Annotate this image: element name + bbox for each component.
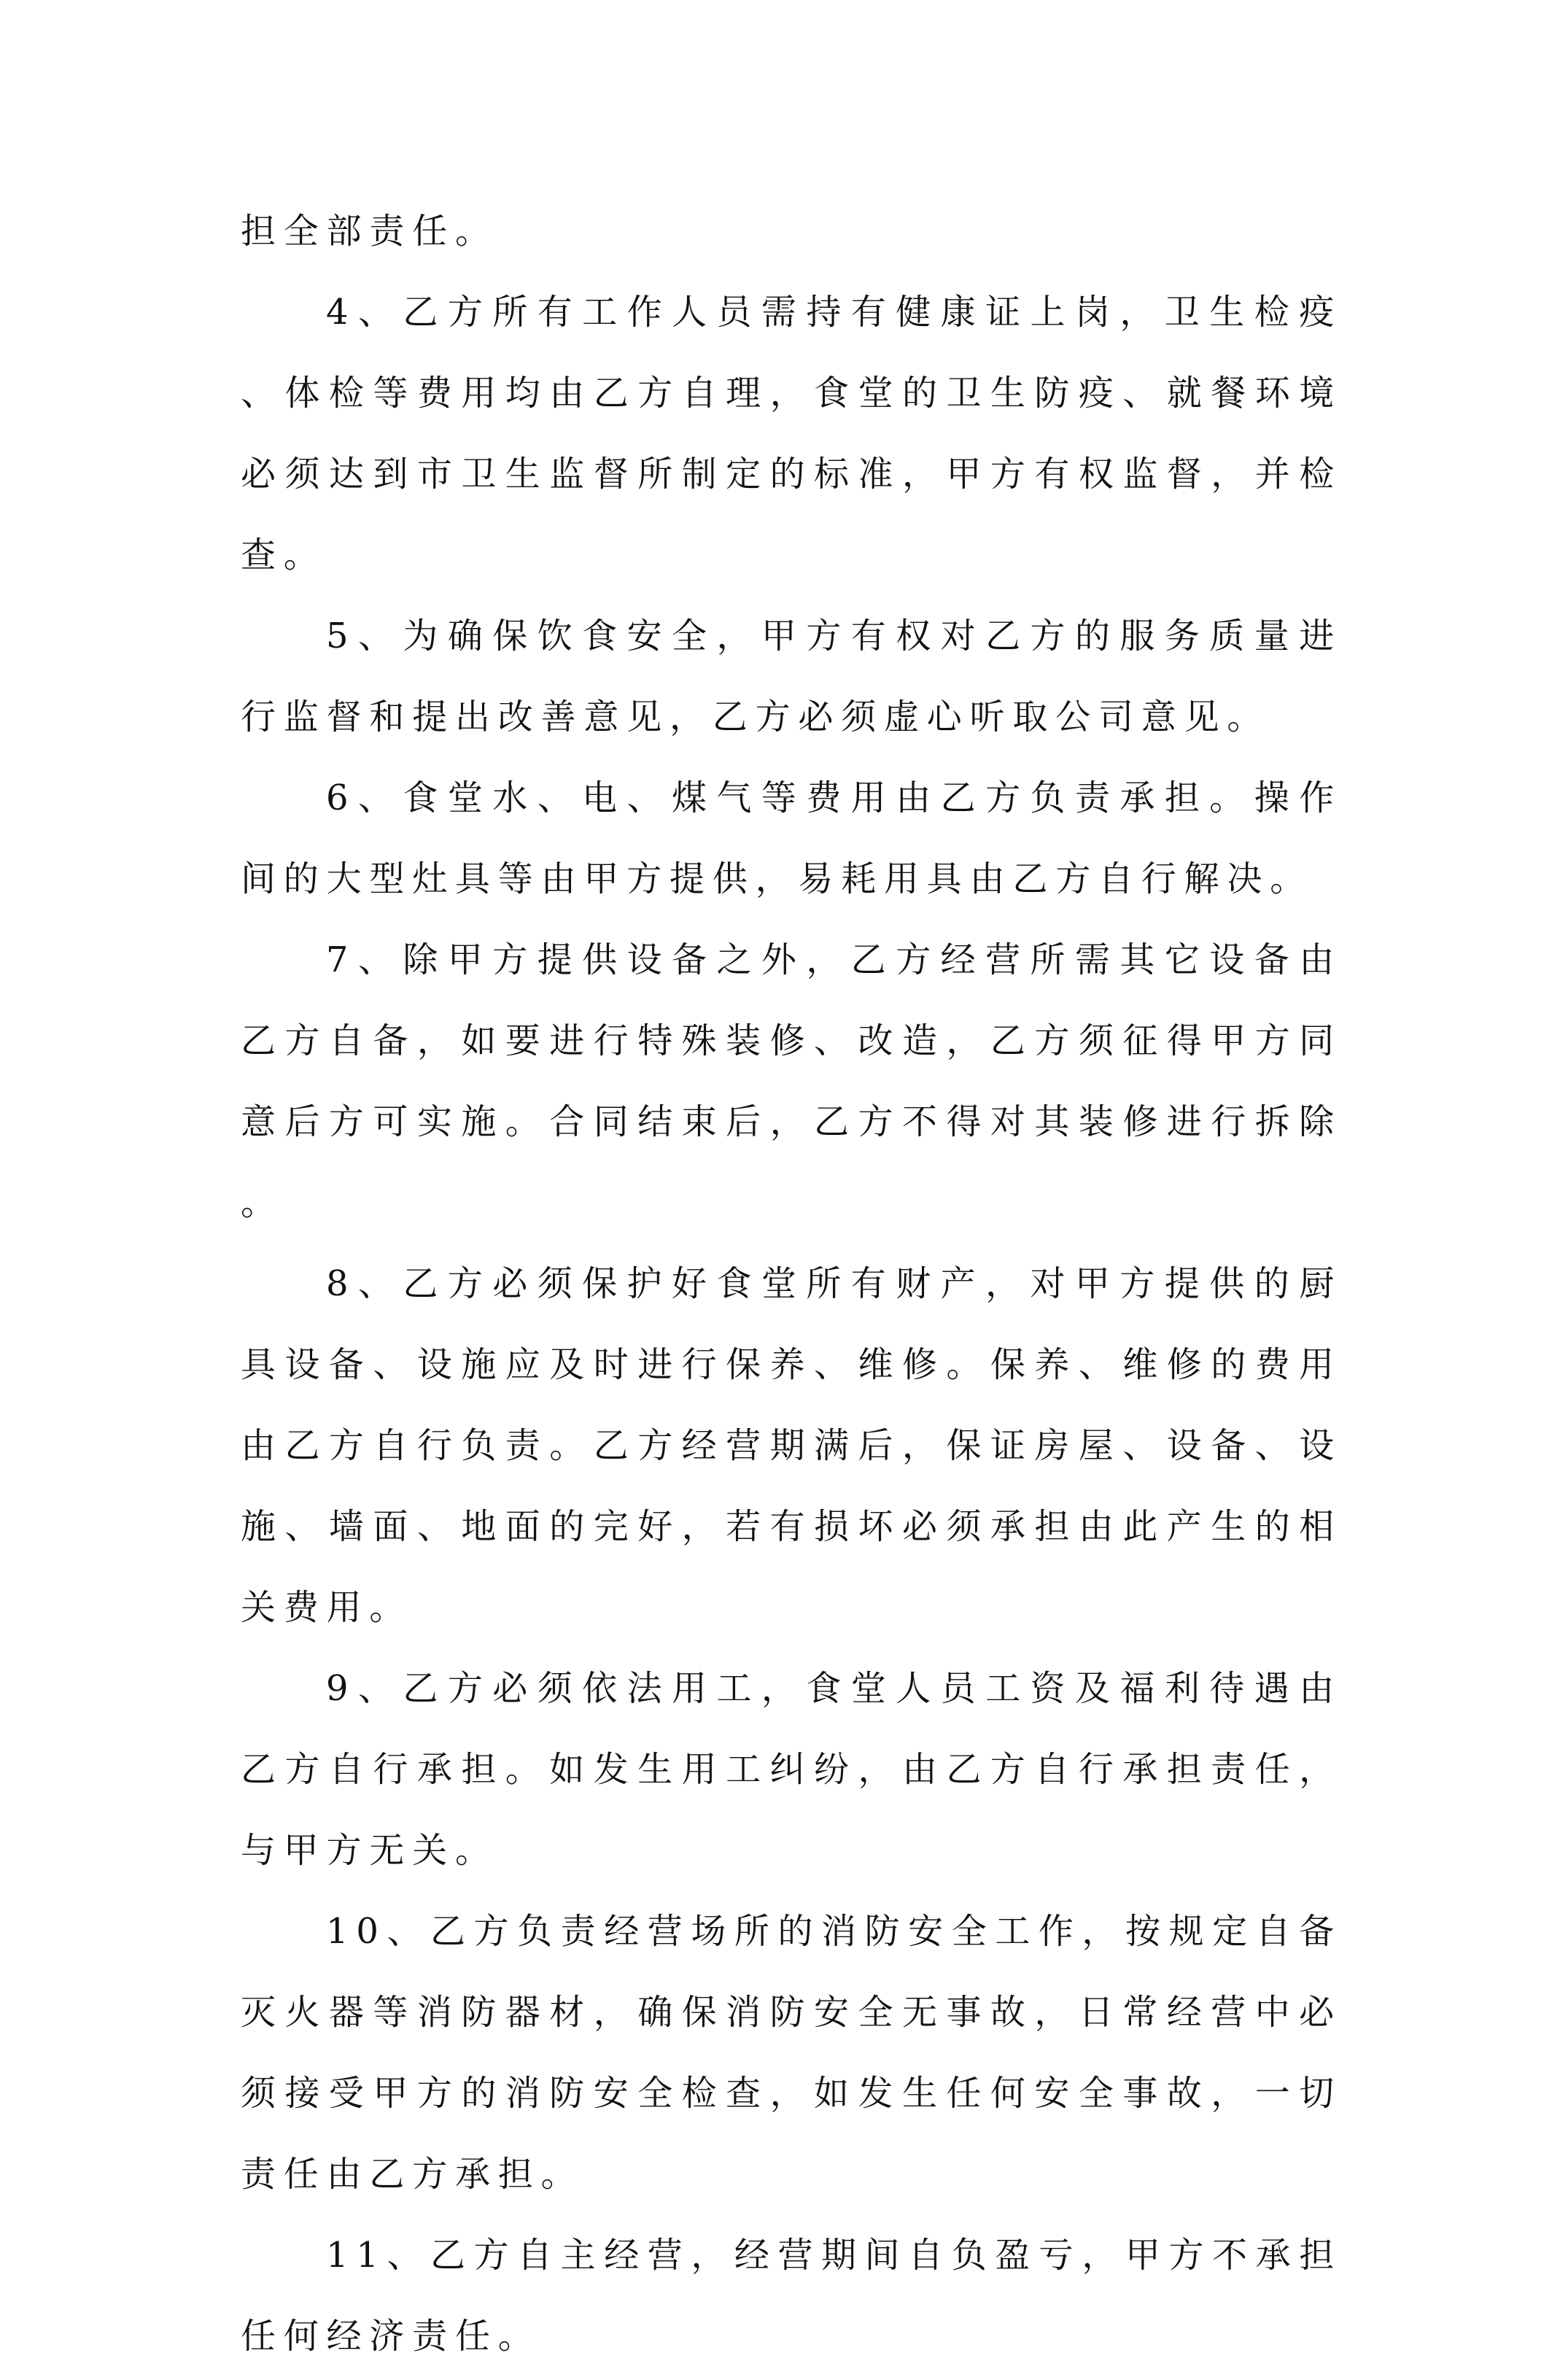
paragraph-clause-4: 4、乙方所有工作人员需持有健康证上岗，卫生检疫、体检等费用均由乙方自理，食堂的卫生防疫、就餐环境必须达到市卫生监督所制定的标准，甲方有权监督，并检查。 — [241, 292, 1342, 575]
paragraph-continuation: 担全部责任。 — [241, 211, 498, 252]
document-body — [241, 191, 1342, 2377]
paragraph-clause-9: 9、乙方必须依法用工，食堂人员工资及福利待遇由乙方自行承担。如发生用工纠纷，由乙方自行承担责任，与甲方无关。 — [241, 1668, 1342, 1871]
paragraph-clause-7: 7、除甲方提供设备之外，乙方经营所需其它设备由乙方自备，如要进行特殊装修、改造，乙方须征得甲方同意后方可实施。合同结束后，乙方不得对其装修进行拆除。 — [241, 939, 1342, 1223]
paragraph-clause-11: 11、乙方自主经营，经营期间自负盈亏，甲方不承担任何经济责任。 — [241, 2235, 1342, 2357]
paragraph-clause-10: 10、乙方负责经营场所的消防安全工作，按规定自备灭火器等消防器材，确保消防安全无事故，日常经营中必须接受甲方的消防安全检查，如发生任何安全事故，一切责任由乙方承担。 — [241, 1911, 1342, 2195]
paragraph-clause-5: 5、为确保饮食安全，甲方有权对乙方的服务质量进行监督和提出改善意见，乙方必须虚心听取公司意见。 — [241, 616, 1342, 737]
paragraph-clause-8: 8、乙方必须保护好食堂所有财产，对甲方提供的厨具设备、设施应及时进行保养、维修。保养、维修的费用由乙方自行负责。乙方经营期满后，保证房屋、设备、设施、墙面、地面的完好，若有损坏必须承担由此产生的相关费用。 — [241, 1263, 1342, 1628]
paragraph-clause-6: 6、食堂水、电、煤气等费用由乙方负责承担。操作间的大型灶具等由甲方提供，易耗用具由乙方自行解决。 — [241, 778, 1342, 899]
